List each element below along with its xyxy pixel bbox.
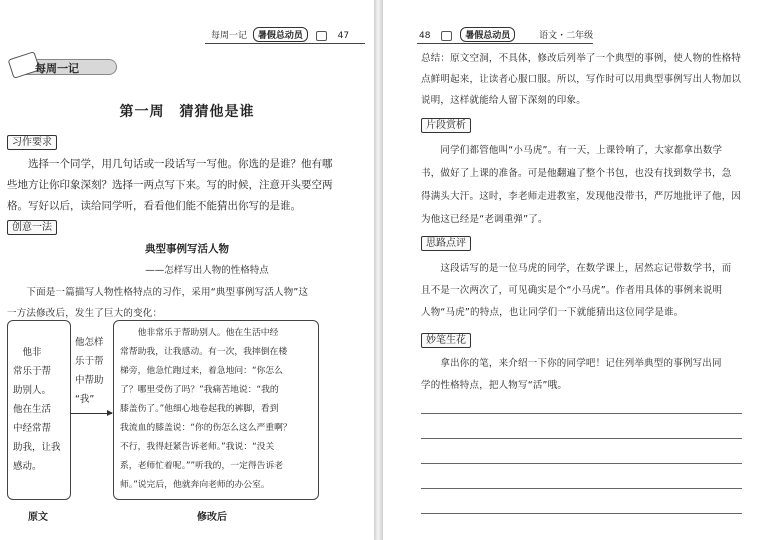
summary-paragraph	[421, 48, 755, 111]
page-title: 第一周 猜猜他是谁	[119, 104, 255, 120]
text-line: 这段话写的是一位马虎的同学，在数学课上，居然忘记带数学书，而	[421, 263, 732, 274]
text-line: 选择一个同学，用几句话或一段话写一写他。你选的是谁？他有哪	[7, 158, 333, 170]
section-label-practice: 妙笔生花	[421, 333, 471, 348]
text-line: 不行，我得赶紧告诉老师。”我说：“没关	[120, 442, 275, 452]
text-line: 他怎样	[75, 337, 104, 348]
original-text-box	[7, 320, 71, 500]
book-spine	[374, 0, 383, 540]
caption-revised: 修改后	[197, 512, 227, 523]
transition-question	[75, 333, 115, 409]
header-section-name: 每周一记	[211, 31, 248, 41]
text-line: 下面是一篇描写人物性格特点的习作，采用“典型事例写活人物”这	[7, 287, 309, 298]
text-line: 感动。	[13, 461, 42, 472]
right-page-header	[419, 27, 593, 42]
section-label-appreciation: 片段赏析	[421, 118, 471, 133]
method-heading: 典型事例写活人物	[145, 243, 229, 255]
text-line: 中帮助	[75, 375, 104, 386]
text-line: 学的性格特点，把人物写“活”哦。	[421, 380, 568, 391]
left-page-header	[211, 27, 349, 42]
original-text	[13, 343, 67, 476]
notebook-icon	[441, 31, 452, 41]
method-subheading: ——怎样写出人物的性格特点	[145, 265, 269, 276]
text-line: 助别人。	[13, 385, 52, 396]
text-line: 总结：原文空洞，不具体，修改后列举了一个典型的事例，使人物的性格特	[421, 53, 742, 64]
text-line: 他在生活	[13, 404, 52, 415]
comment-paragraph	[421, 258, 755, 324]
text-line: 了？哪里受伤了吗？”我痛苦地说：“我的	[120, 385, 279, 395]
text-line: 他非常乐于帮助别人。他在生活中经	[120, 328, 279, 338]
revised-text-box	[113, 320, 319, 500]
text-line: 常乐于帮	[13, 366, 52, 377]
text-line: 格。写好以后，读给同学听，看看他们能不能猜出你写的是谁。	[7, 200, 301, 212]
section-label-writing: 习作要求	[7, 135, 57, 150]
text-line: 得满头大汗。这时，李老师走进教室，发现他没带书，严厉地批评了他，因	[421, 191, 742, 202]
page-number: 48	[419, 31, 431, 41]
writing-line[interactable]	[421, 513, 742, 514]
text-line: “我”	[75, 394, 95, 405]
text-line: 些地方让你印象深刻？选择一两点写下来。写的时候，注意开头要空两	[7, 179, 333, 191]
arrow-right-icon	[70, 413, 112, 414]
text-line: 一方法修改后，发生了巨大的变化：	[7, 308, 163, 319]
text-line: 书，做好了上课的准备。可是他翻遍了整个书包，也没有找到数学书，急	[421, 168, 732, 179]
text-line: 梯旁，他急忙跑过来，着急地问：“你怎么	[120, 366, 283, 376]
text-line: 我流血的膝盖说：“你的伤怎么这么严重啊？	[120, 423, 292, 433]
text-line: 助我，让我	[13, 442, 61, 453]
notebook-icon	[316, 31, 327, 41]
practice-paragraph	[421, 353, 755, 397]
header-rule	[417, 43, 593, 44]
header-rule	[205, 43, 365, 44]
page-number: 47	[337, 31, 350, 41]
text-line: 膝盖伤了。”他细心地卷起我的裤脚，看到	[120, 404, 279, 414]
text-line: 且不是一次两次了，可见确实是个“小马虎”。作者用具体的事例来说明	[421, 285, 723, 296]
text-line: 人物“马虎”的特点，也让同学们一下就能猜出这位同学是谁。	[421, 307, 684, 318]
writing-line[interactable]	[421, 488, 742, 489]
banner-label: 每周一记	[35, 62, 79, 75]
method-intro	[7, 282, 369, 324]
text-line: 说明，这样就能给人留下深刻的印象。	[421, 95, 586, 106]
text-line: 他非	[13, 347, 42, 358]
header-subject: 语文・二年级	[539, 31, 594, 41]
text-line: 系，老师忙着呢。””听我的，一定得告诉老	[120, 461, 284, 471]
weekly-banner	[7, 53, 119, 77]
writing-line[interactable]	[421, 463, 742, 464]
header-badge: 暑假总动员	[253, 27, 308, 42]
appreciation-paragraph	[421, 139, 755, 231]
left-page	[0, 0, 374, 540]
header-badge: 暑假总动员	[460, 27, 515, 42]
text-line: 点鲜明起来，让读者心服口服。所以，写作时可以用典型事例写出人物加以	[421, 74, 742, 85]
text-line: 中经常帮	[13, 423, 52, 434]
text-line: 师。”说完后，他就奔向老师的办公室。	[120, 480, 270, 490]
revised-text	[120, 324, 316, 495]
text-line: 为他这已经是“老调重弹”了。	[421, 214, 548, 225]
caption-original: 原文	[28, 512, 48, 523]
writing-line[interactable]	[421, 438, 742, 439]
text-line: 拿出你的笔，来介绍一下你的同学吧！记住列举典型的事例写出同	[421, 358, 722, 369]
writing-requirement	[7, 154, 369, 217]
right-page	[383, 0, 757, 540]
text-line: 同学们都管他叫“小马虎”。有一天，上课铃响了，大家都拿出数学	[421, 145, 723, 156]
section-label-comment: 思路点评	[421, 236, 471, 251]
text-line: 乐于帮	[75, 356, 104, 367]
section-label-method: 创意一法	[7, 220, 57, 235]
text-line: 常帮助我，让我感动。有一次，我摔倒在楼	[120, 347, 288, 357]
writing-line[interactable]	[421, 413, 742, 414]
